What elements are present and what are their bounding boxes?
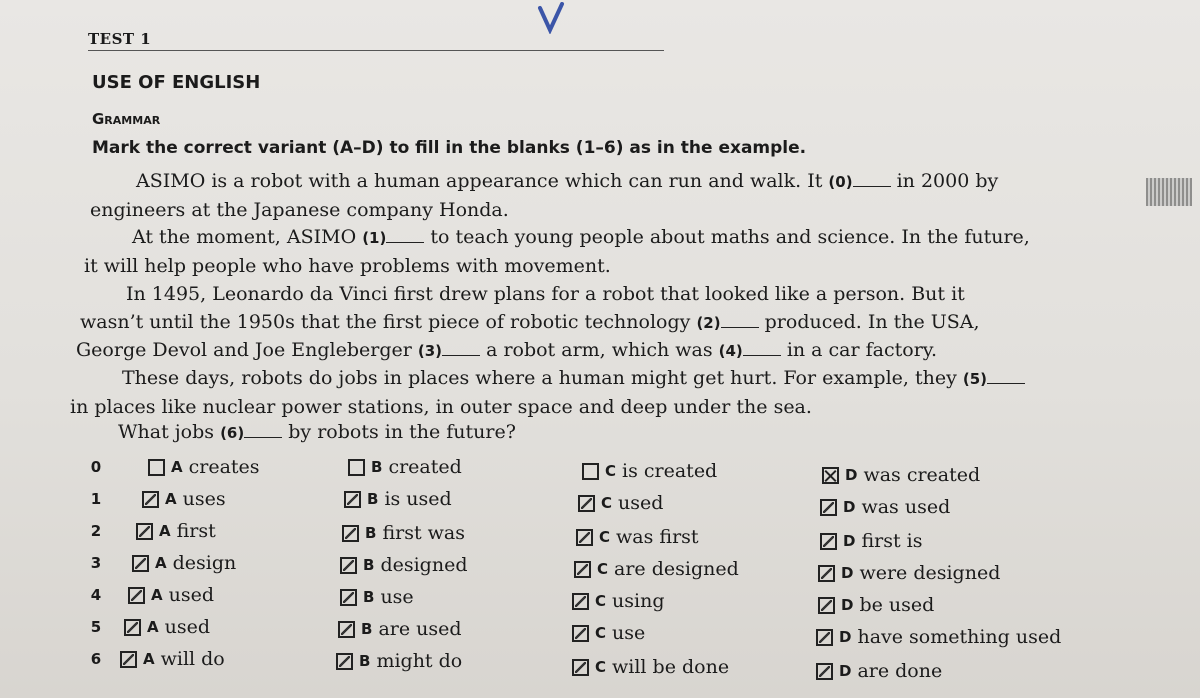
checkbox[interactable]	[340, 589, 357, 606]
answer-option[interactable]	[148, 452, 260, 482]
answer-row-number: 5	[90, 618, 102, 636]
checkbox[interactable]	[582, 463, 599, 480]
option-text: was used	[861, 496, 951, 518]
subsection-title: Grammar	[92, 110, 161, 128]
option-text: used	[164, 616, 211, 638]
option-text: first was	[382, 522, 465, 544]
option-text: use	[380, 586, 414, 608]
answer-option[interactable]	[128, 580, 214, 610]
option-letter: B	[361, 620, 373, 638]
passage-line: At the moment, ASIMO (1) to teach young people about maths and science. In the future,	[132, 226, 1030, 248]
checkbox[interactable]	[132, 555, 149, 572]
answer-option[interactable]	[342, 518, 465, 548]
passage-line: These days, robots do jobs in places where a human might get hurt. For example, they (5)	[122, 367, 1025, 389]
answer-row	[0, 484, 1200, 516]
checkbox[interactable]	[340, 557, 357, 574]
blank-5	[987, 369, 1025, 384]
option-text: have something used	[857, 626, 1062, 648]
option-text: was first	[616, 526, 699, 548]
blank-0	[853, 172, 891, 187]
answer-option[interactable]	[348, 452, 462, 482]
option-text: designed	[380, 554, 468, 576]
option-letter: C	[605, 462, 617, 480]
option-letter: A	[159, 522, 171, 540]
option-text: will be done	[612, 656, 730, 678]
answer-row-number: 4	[90, 586, 102, 604]
passage-line: it will help people who have problems with movement.	[84, 255, 611, 277]
checkbox[interactable]	[576, 529, 593, 546]
answer-option[interactable]	[572, 652, 729, 682]
option-text: is created	[622, 460, 718, 482]
option-letter: D	[841, 564, 854, 582]
instruction-text: Mark the correct variant (A–D) to fill in the blanks (1–6) as in the example.	[92, 138, 807, 158]
passage-line: wasn’t until the 1950s that the first piece of robotic technology (2) produced. In the USA,	[80, 311, 980, 333]
checkbox[interactable]	[342, 525, 359, 542]
answer-row-number: 0	[90, 458, 102, 476]
answer-row	[0, 452, 1200, 484]
answer-option[interactable]	[132, 548, 236, 578]
answer-option[interactable]	[816, 656, 942, 686]
option-text: creates	[188, 456, 260, 478]
passage-line: in places like nuclear power stations, in outer space and deep under the sea.	[70, 396, 812, 418]
checkbox[interactable]	[128, 587, 145, 604]
answer-row-number: 3	[90, 554, 102, 572]
option-text: uses	[182, 488, 226, 510]
option-text: using	[612, 590, 665, 612]
passage-line: ASIMO is a robot with a human appearance which can run and walk. It (0) in 2000 by	[136, 170, 999, 192]
checkbox[interactable]	[572, 593, 589, 610]
option-letter: D	[843, 532, 856, 550]
answer-option[interactable]	[120, 644, 225, 674]
answer-row-number: 6	[90, 650, 102, 668]
option-text: is used	[384, 488, 452, 510]
option-text: was created	[863, 464, 981, 486]
checkbox[interactable]	[822, 467, 839, 484]
checkbox[interactable]	[336, 653, 353, 670]
option-text: design	[172, 552, 237, 574]
answer-option[interactable]	[136, 516, 216, 546]
answer-row	[0, 644, 1200, 682]
option-letter: B	[367, 490, 379, 508]
answer-row	[0, 612, 1200, 648]
passage-line: What jobs (6) by robots in the future?	[118, 421, 516, 443]
option-text: first is	[861, 530, 923, 552]
checkbox[interactable]	[816, 663, 833, 680]
answer-option[interactable]	[578, 488, 663, 518]
option-letter: D	[845, 466, 858, 484]
answer-option[interactable]	[344, 484, 452, 514]
option-letter: C	[601, 494, 613, 512]
option-letter: C	[595, 658, 607, 676]
option-letter: D	[839, 662, 852, 680]
checkbox[interactable]	[338, 621, 355, 638]
answer-row	[0, 548, 1200, 584]
option-letter: A	[155, 554, 167, 572]
option-letter: D	[839, 628, 852, 646]
answer-row-number: 2	[90, 522, 102, 540]
checkbox[interactable]	[344, 491, 361, 508]
answer-option[interactable]	[340, 582, 414, 612]
checkbox[interactable]	[348, 459, 365, 476]
checkbox[interactable]	[816, 629, 833, 646]
checkbox[interactable]	[572, 659, 589, 676]
option-letter: B	[363, 556, 375, 574]
checkbox[interactable]	[120, 651, 137, 668]
option-text: used	[618, 492, 664, 514]
option-letter: B	[371, 458, 383, 476]
checkmark-icon	[536, 2, 566, 34]
option-text: are designed	[614, 558, 739, 580]
checkbox[interactable]	[574, 561, 591, 578]
option-text: used	[168, 584, 215, 606]
blank-6	[244, 423, 282, 438]
option-letter: C	[595, 592, 607, 610]
option-letter: D	[843, 498, 856, 516]
margin-scribble	[1146, 178, 1192, 206]
section-title: USE OF ENGLISH	[92, 72, 261, 93]
option-letter: B	[363, 588, 375, 606]
passage-line: engineers at the Japanese company Honda.	[90, 199, 509, 221]
option-letter: A	[147, 618, 159, 636]
test-label: TEST 1	[88, 30, 152, 48]
option-text: use	[612, 622, 646, 644]
option-text: were designed	[859, 562, 1001, 584]
answer-option[interactable]	[340, 550, 467, 580]
checkbox[interactable]	[572, 625, 589, 642]
option-letter: C	[597, 560, 609, 578]
answer-option[interactable]	[336, 646, 462, 676]
option-letter: D	[841, 596, 854, 614]
checkbox[interactable]	[142, 491, 159, 508]
blank-3	[442, 341, 480, 356]
passage-line: In 1495, Leonardo da Vinci first drew plans for a robot that looked like a person. But it	[126, 283, 965, 305]
answer-option[interactable]	[142, 484, 226, 514]
checkbox[interactable]	[818, 565, 835, 582]
checkbox[interactable]	[124, 619, 141, 636]
checkbox[interactable]	[818, 597, 835, 614]
option-letter: A	[151, 586, 163, 604]
passage-line: George Devol and Joe Engleberger (3) a robot arm, which was (4) in a car factory.	[76, 339, 938, 361]
option-letter: A	[171, 458, 183, 476]
option-letter: A	[143, 650, 155, 668]
blank-1	[386, 228, 424, 243]
checkbox[interactable]	[578, 495, 595, 512]
checkbox[interactable]	[820, 533, 837, 550]
option-letter: A	[165, 490, 177, 508]
option-letter: C	[599, 528, 611, 546]
answer-option[interactable]	[338, 614, 462, 644]
option-text: be used	[859, 594, 935, 616]
option-text: will do	[160, 648, 225, 670]
option-text: first	[176, 520, 216, 542]
option-letter: B	[365, 524, 377, 542]
option-letter: B	[359, 652, 371, 670]
option-text: are used	[378, 618, 462, 640]
blank-4	[743, 341, 781, 356]
option-text: created	[388, 456, 462, 478]
blank-2	[721, 313, 759, 328]
option-text: are done	[857, 660, 943, 682]
option-letter: C	[595, 624, 607, 642]
option-text: might do	[376, 650, 463, 672]
answer-grid	[0, 452, 1200, 692]
checkbox[interactable]	[148, 459, 165, 476]
checkbox[interactable]	[820, 499, 837, 516]
answer-option[interactable]	[124, 612, 210, 642]
header-divider	[88, 50, 664, 51]
answer-row	[0, 516, 1200, 552]
checkbox[interactable]	[136, 523, 153, 540]
answer-row	[0, 580, 1200, 616]
answer-option[interactable]	[582, 456, 717, 486]
answer-row-number: 1	[90, 490, 102, 508]
